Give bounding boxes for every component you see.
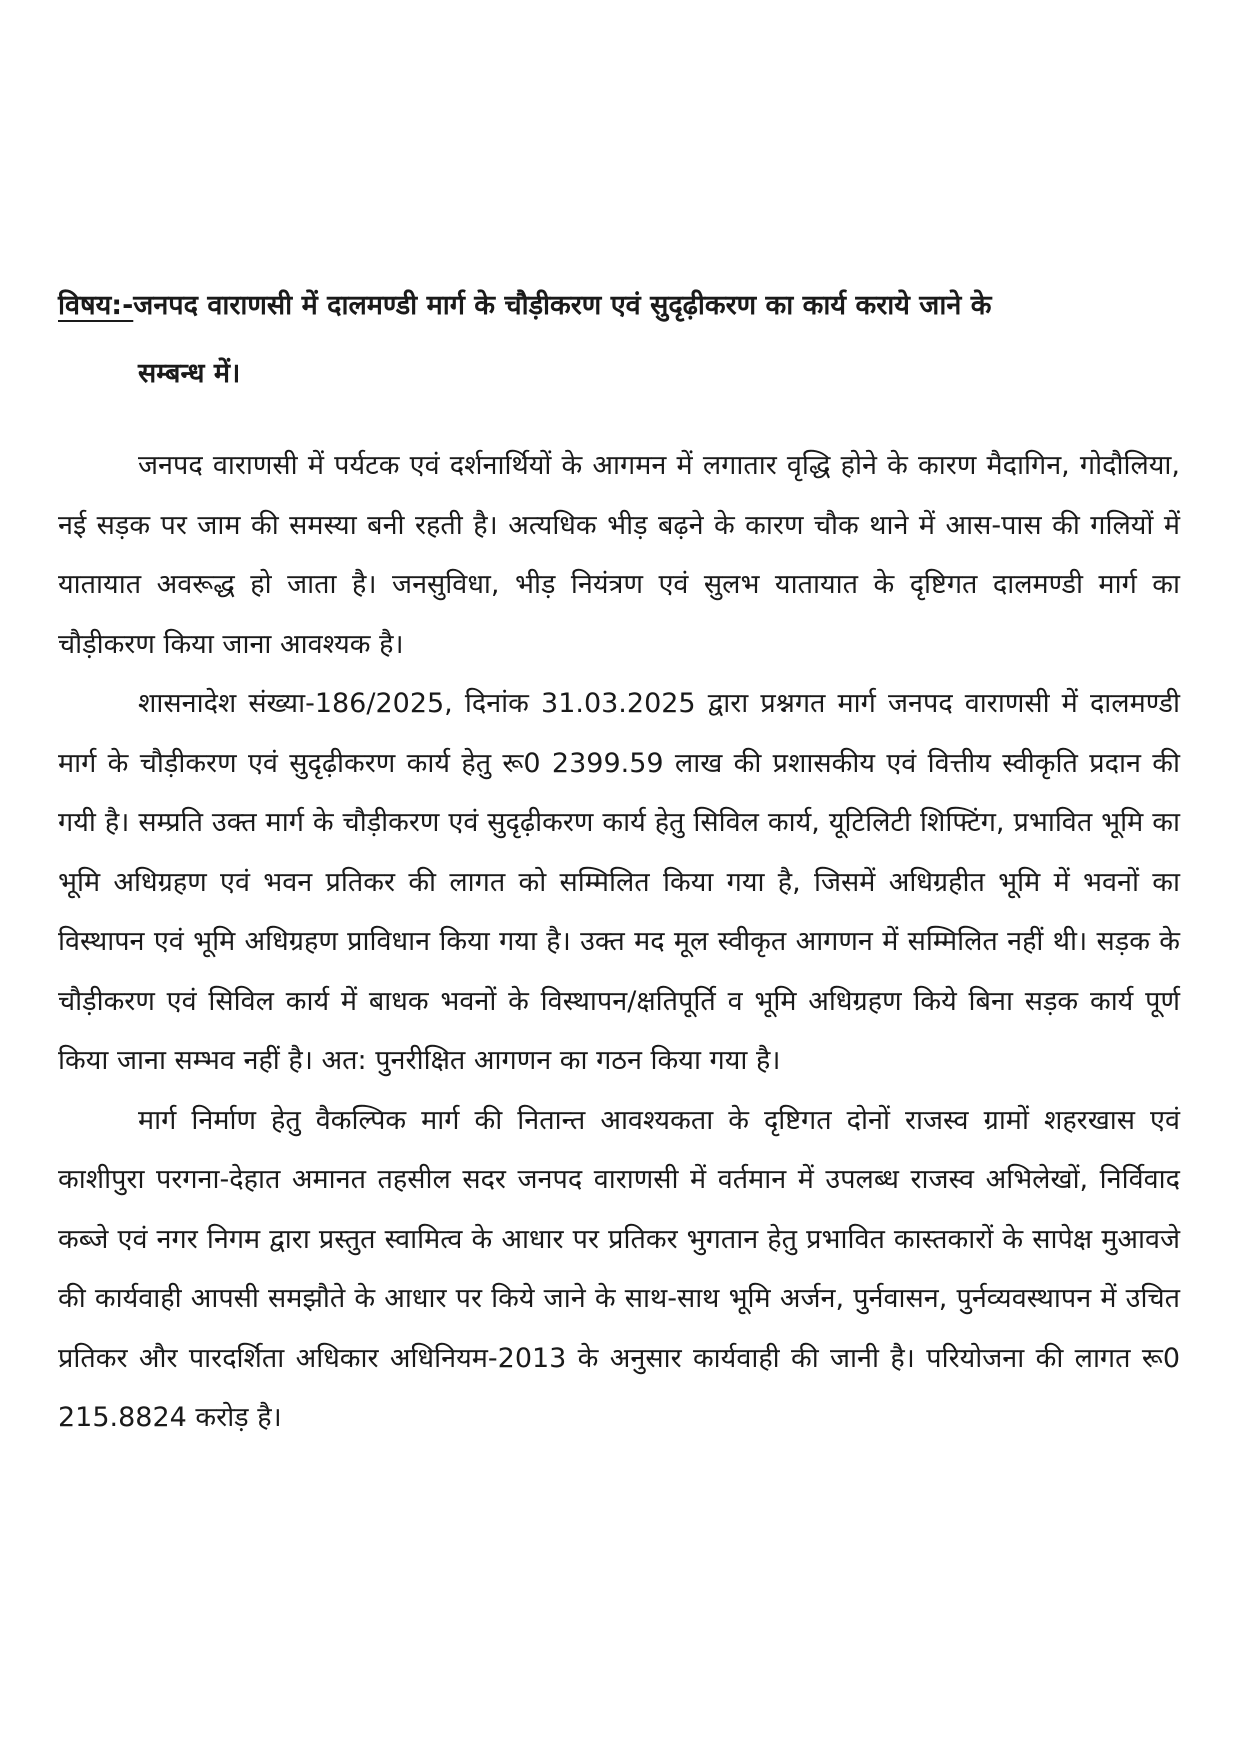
- subject-heading: [58, 272, 1180, 408]
- subject-line-1: जनपद वाराणसी में दालमण्डी मार्ग के चौड़ीकरण एवं सुदृढ़ीकरण का कार्य कराये जाने के: [133, 290, 992, 321]
- subject-line-2: सम्बन्ध में।: [138, 358, 241, 389]
- paragraph-3: मार्ग निर्माण हेतु वैकल्पिक मार्ग की नितान्त आवश्यकता के दृष्टिगत दोनों राजस्व ग्रामों शहरखास एवं काशीपुरा परगना-देहात अमानत तहसील सदर जनपद वाराणसी में वर्तमान में उपलब्ध राजस्व अभिलेखों, निर्विवाद कब्जे एवं नगर निगम द्वारा प्रस्तुत स्वामित्व के आधार पर प्रतिकर भुगतान हेतु प्रभावित कास्तकारों के सापेक्ष मुआवजे की कार्यवाही आपसी समझौते के आधार पर किये जाने के साथ-साथ भूमि अर्जन, पुर्नवासन, पुर्नव्यवस्थापन में उचित प्रतिकर और पारदर्शिता अधिकार अधिनियम-2013 के अनुसार कार्यवाही की जानी है। परियोजना की लागत रू0 215.8824 करोड़ है।: [58, 1104, 1180, 1433]
- subject-prefix: विषय:-: [58, 290, 134, 321]
- paragraph-1: जनपद वाराणसी में पर्यटक एवं दर्शनार्थियों के आगमन में लगातार वृद्धि होने के कारण मैदागिन, गोदौलिया, नई सड़क पर जाम की समस्या बनी रहती है। अत्यधिक भीड़ बढ़ने के कारण चौक थाने में आस-पास की गलियों में यातायात अवरूद्ध हो जाता है। जनसुविधा, भीड़ नियंत्रण एवं सुलभ यातायात के दृष्टिगत दालमण्डी मार्ग का चौड़ीकरण किया जाना आवश्यक है।: [58, 450, 1180, 660]
- paragraph-2: शासनादेश संख्या-186/2025, दिनांक 31.03.2025 द्वारा प्रश्नगत मार्ग जनपद वाराणसी में दालमण्डी मार्ग के चौड़ीकरण एवं सुदृढ़ीकरण कार्य हेतु रू0 2399.59 लाख की प्रशासकीय एवं वित्तीय स्वीकृति प्रदान की गयी है। सम्प्रति उक्त मार्ग के चौड़ीकरण एवं सुदृढ़ीकरण कार्य हेतु सिविल कार्य, यूटिलिटी शिफ्टिंग, प्रभावित भूमि का भूमि अधिग्रहण एवं भवन प्रतिकर की लागत को सम्मिलित किया गया है, जिसमें अधिग्रहीत भूमि में भवनों का विस्थापन एवं भूमि अधिग्रहण प्राविधान किया गया है। उक्त मद मूल स्वीकृत आगणन में सम्मिलित नहीं थी। सड़क के चौड़ीकरण एवं सिविल कार्य में बाधक भवनों के विस्थापन/क्षतिपूर्ति व भूमि अधिग्रहण किये बिना सड़क कार्य पूर्ण किया जाना सम्भव नहीं है। अत: पुनरीक्षित आगणन का गठन किया गया है।: [58, 688, 1180, 1076]
